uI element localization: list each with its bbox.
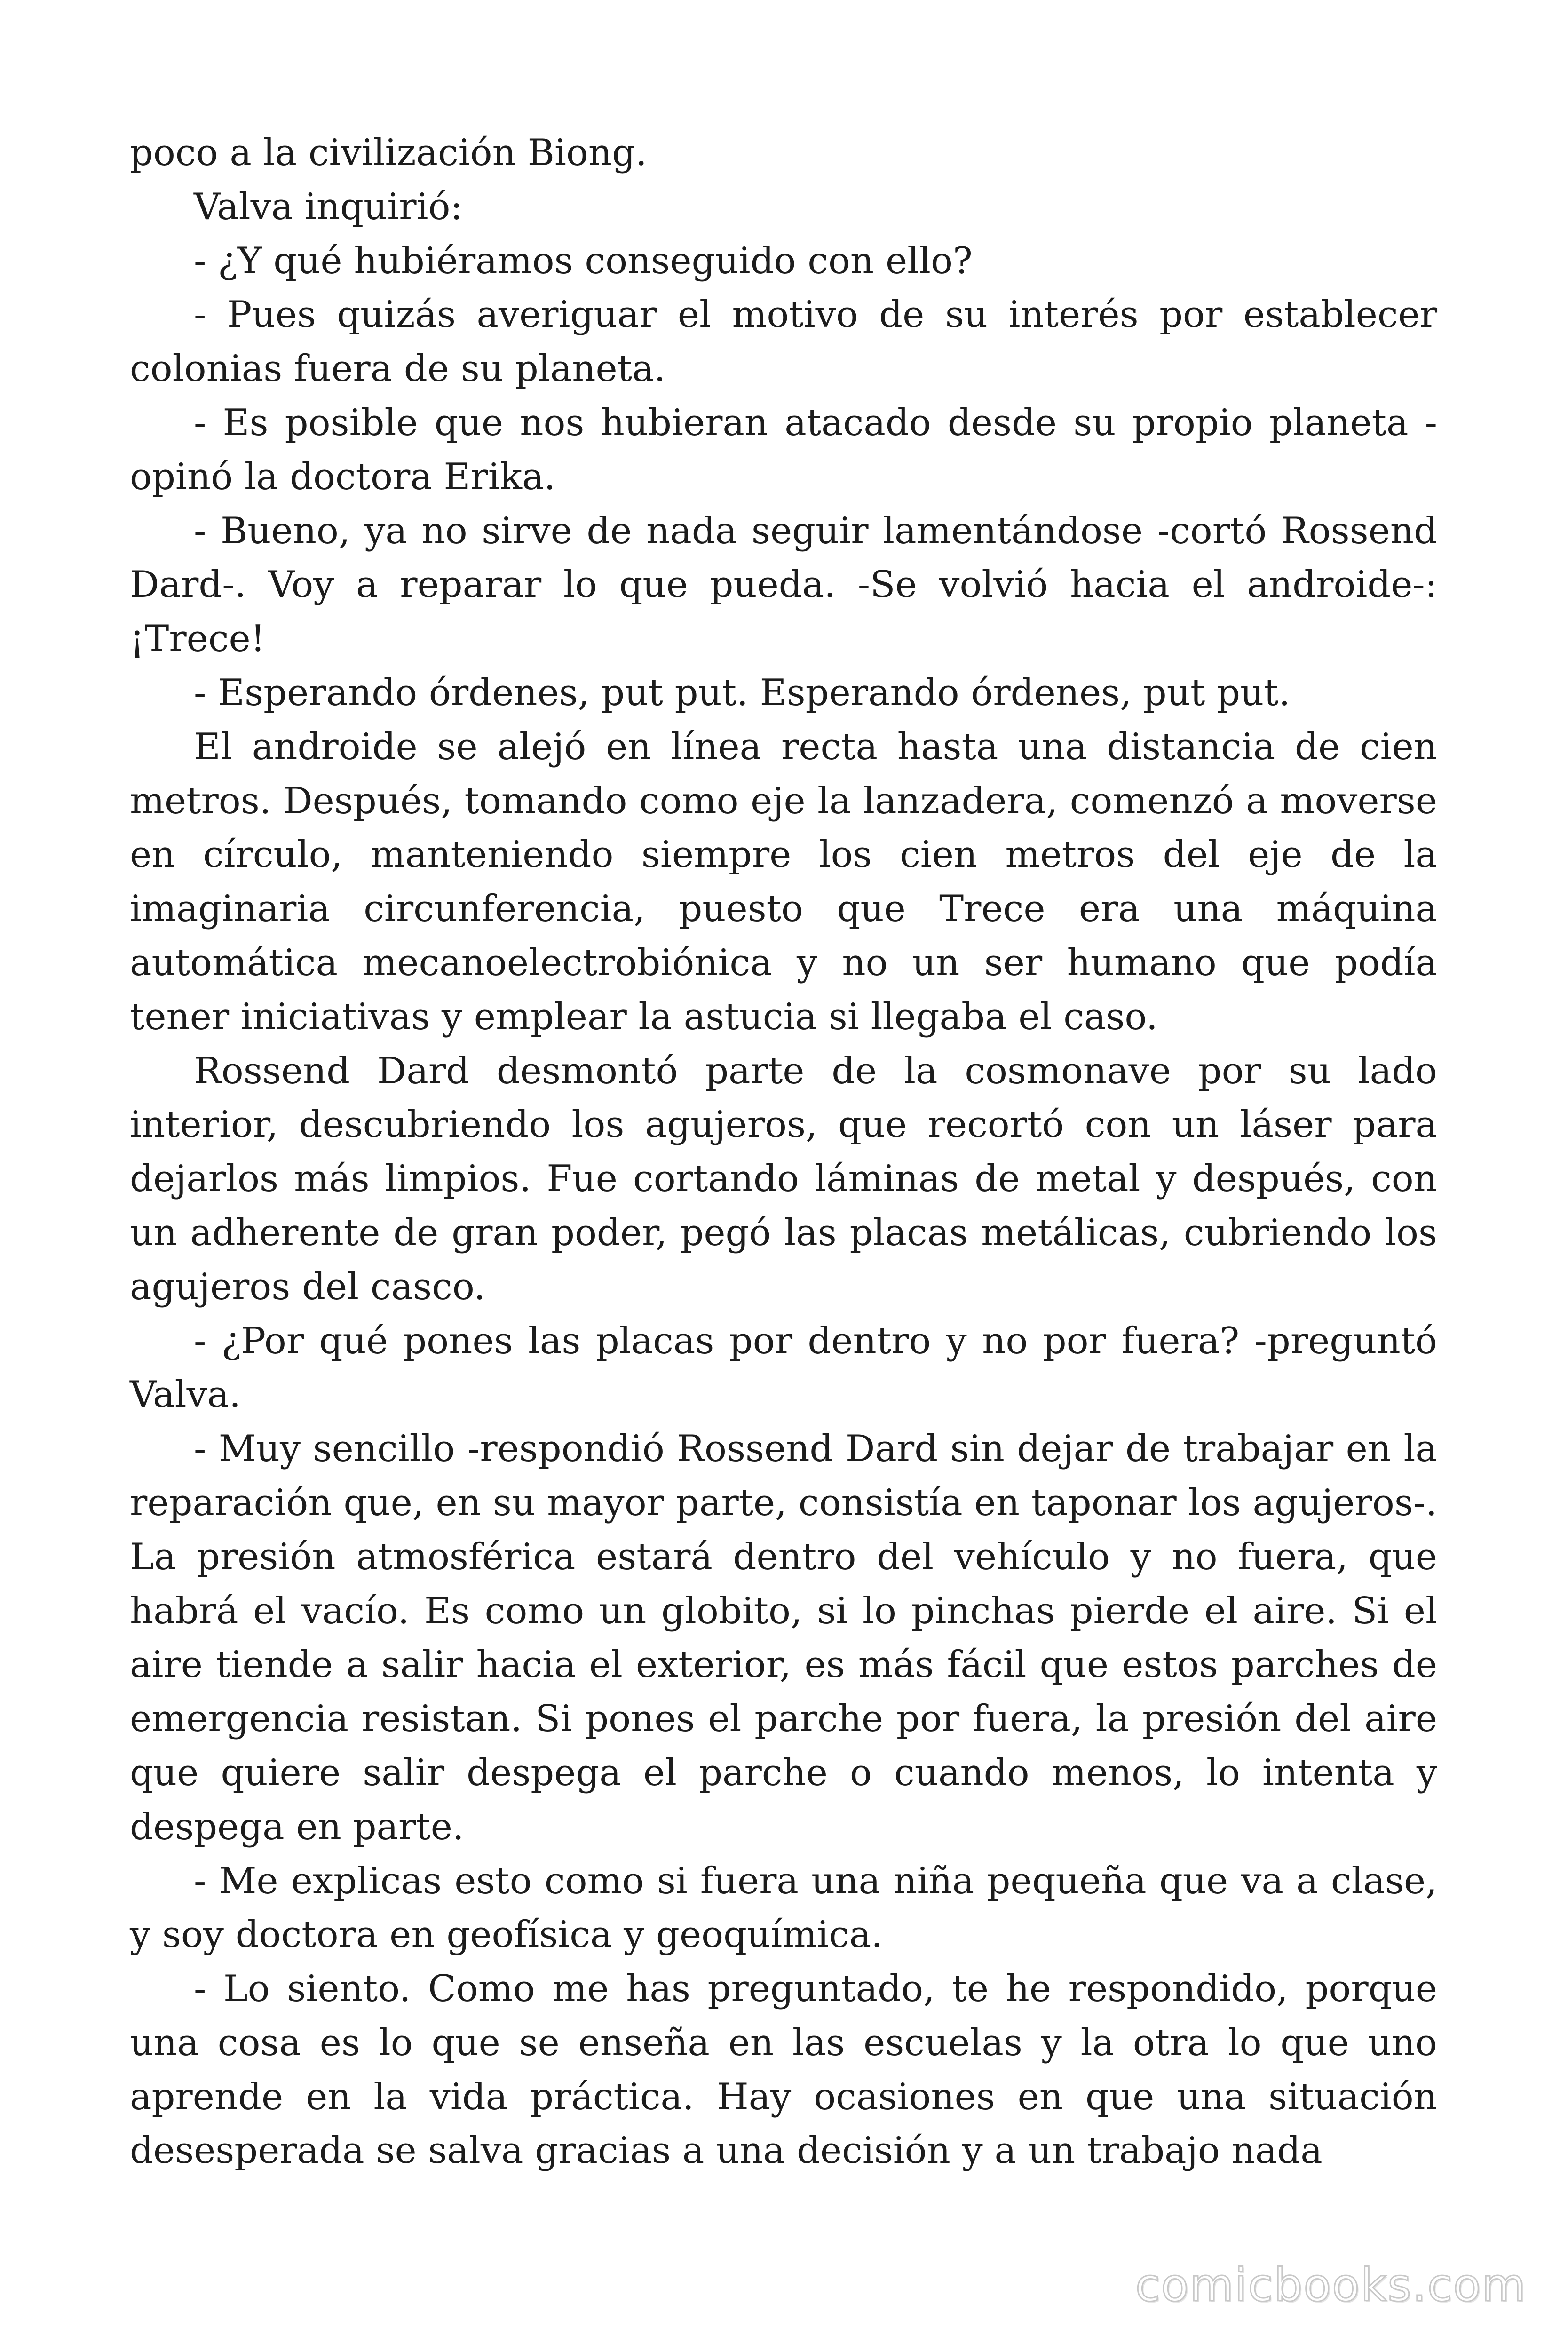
body-text (130, 126, 1437, 2178)
paragraph: - Muy sencillo -respondió Rossend Dard sin dejar de trabajar en la reparación que, en su mayor parte, consistía en taponar los agujeros-. La presión atmosférica estará dentro del vehículo y no fuera, que habrá el vacío. Es como un globito, si lo pinchas pierde el aire. Si el aire tiende a salir hacia el exterior, es más fácil que estos parches de emergencia resistan. Si pones el parche por fuera, la presión del aire que quiere salir despega el parche o cuando menos, lo intenta y despega en parte. (130, 1428, 1437, 1848)
paragraph: Rossend Dard desmontó parte de la cosmonave por su lado interior, descubriendo los agujeros, que recortó con un láser para dejarlos más limpios. Fue cortando láminas de metal y después, con un adherente de gran poder, pegó las placas metálicas, cubriendo los agujeros del casco. (130, 1049, 1437, 1308)
paragraph: - ¿Y qué hubiéramos conseguido con ello? (194, 239, 973, 282)
paragraph: - Es posible que nos hubieran atacado desde su propio planeta - opinó la doctora Erika. (130, 401, 1437, 498)
watermark: comicbooks.com (1135, 2259, 1527, 2312)
paragraph: poco a la civilización Biong. (130, 132, 647, 174)
paragraph: - Esperando órdenes, put put. Esperando órdenes, put put. (194, 671, 1291, 714)
paragraph: Valva inquirió: (194, 185, 463, 228)
paragraph: - Me explicas esto como si fuera una niña pequeña que va a clase, y soy doctora en geofísica y geoquímica. (130, 1859, 1437, 1956)
paragraph: - Bueno, ya no sirve de nada seguir lamentándose -cortó Rossend Dard-. Voy a reparar lo que pueda. -Se volvió hacia el androide-: ¡Trece! (130, 509, 1437, 660)
paragraph: El androide se alejó en línea recta hasta una distancia de cien metros. Después, tomando como eje la lanzadera, comenzó a moverse en círculo, manteniendo siempre los cien metros del eje de la imaginaria circunferencia, puesto que Trece era una máquina automática mecanoelectrobiónica y no un ser humano que podía tener iniciativas y emplear la astucia si llegaba el caso. (130, 725, 1437, 1038)
paragraph: - Lo siento. Como me has preguntado, te he respondido, porque una cosa es lo que se enseña en las escuelas y la otra lo que uno aprende en la vida práctica. Hay ocasiones en que una situación desesperada se salva gracias a una decisión y a un trabajo nada (130, 1968, 1437, 2172)
paragraph: - ¿Por qué pones las placas por dentro y no por fuera? -preguntó Valva. (130, 1319, 1437, 1416)
paragraph: - Pues quizás averiguar el motivo de su interés por establecer colonias fuera de su planeta. (130, 294, 1437, 390)
